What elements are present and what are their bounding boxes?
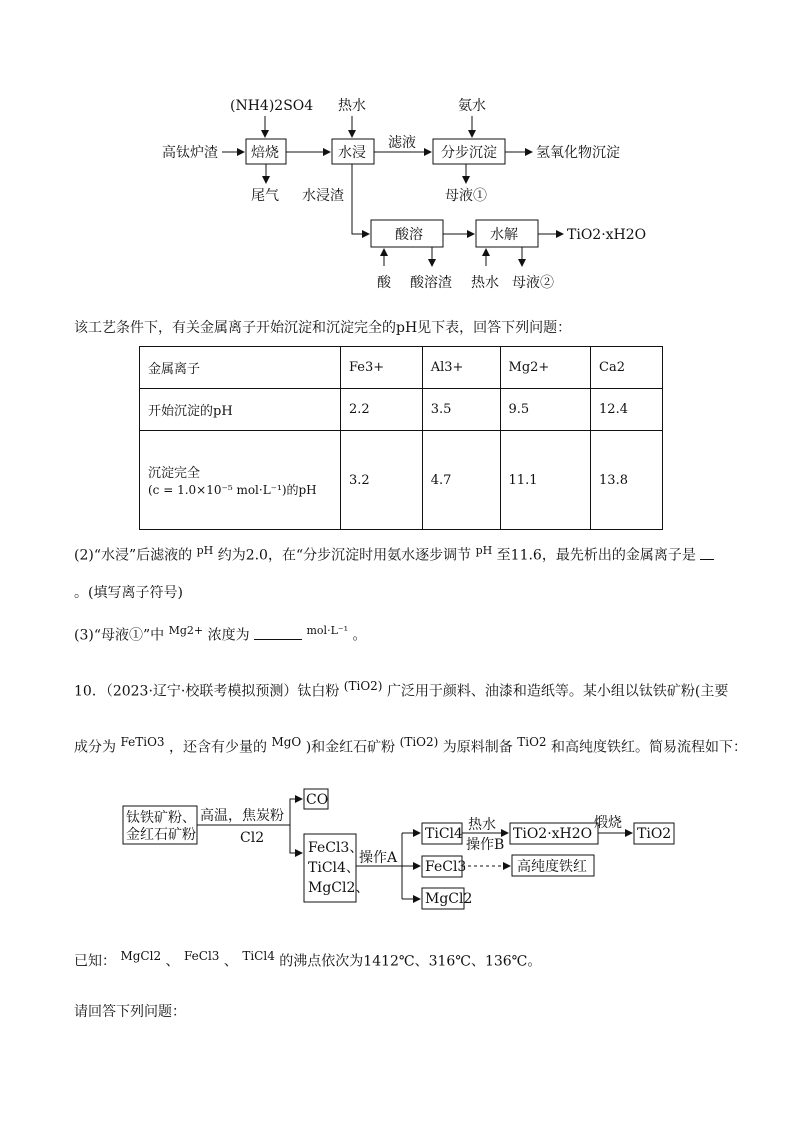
tail-gas: 尾气	[251, 188, 279, 204]
table-cell: 11.1	[500, 431, 591, 530]
table-header-cell: Fe3+	[341, 347, 423, 389]
question-10-line-1	[74, 676, 728, 702]
row2-label-line1: 沉淀完全	[148, 466, 201, 481]
q2-text-d: 。(填写离子符号)	[74, 585, 183, 601]
raw-material-2: 金红石矿粉	[126, 827, 196, 843]
box-leach-label: 水浸	[338, 145, 366, 161]
box-stepwise-label: 分步沉淀	[441, 145, 497, 161]
table-cell	[140, 431, 341, 530]
mix-fecl3: FeCl3、	[308, 840, 364, 856]
known-sep-2: 、	[223, 953, 238, 970]
known-ticl4: TiCl4	[242, 949, 275, 963]
q10-line1-b: 广泛用于颜料、油漆和造纸等。某小组以钛铁矿粉(主要	[386, 683, 729, 700]
q10-tio2: (TiO2)	[343, 679, 383, 693]
condition-top: 高温，焦炭粉	[200, 808, 284, 824]
fecl3-box: FeCl3	[425, 859, 467, 875]
box-roast-label: 焙烧	[251, 145, 279, 161]
q2-text-c: 至11.6，最先析出的金属离子是	[496, 547, 696, 564]
known-mgcl2: MgCl2	[120, 949, 162, 963]
acid-residue-label: 酸溶渣	[410, 275, 452, 291]
q2-text-b: 约为2.0，在“分步沉淀时用氨水逐步调节	[217, 547, 472, 564]
known-sep-1: 、	[165, 953, 180, 970]
question-3-line	[74, 621, 367, 646]
tio2-box: TiO2	[637, 826, 672, 842]
answer-prompt: 请回答下列问题：	[74, 1004, 186, 1020]
table-cell: 4.7	[422, 431, 500, 530]
mother-liquor-2: 母液②	[512, 275, 554, 291]
process-flowchart-1	[0, 0, 800, 300]
table-cell: 12.4	[591, 389, 663, 431]
table-cell: 3.2	[341, 431, 423, 530]
q3-unit: mol·L⁻¹	[306, 624, 349, 637]
label-filtrate: 滤液	[388, 135, 416, 151]
box-hydrolysis-label: 水解	[490, 227, 518, 243]
table-cell: 3.5	[422, 389, 500, 431]
q3-text-c: 。	[352, 627, 367, 644]
q10-line2-b: ，还含有少量的	[169, 739, 267, 756]
raw-material-1: 钛铁矿粉、	[126, 810, 196, 826]
table-cell: 13.8	[591, 431, 663, 530]
question-10-line-2	[74, 732, 747, 758]
q2-ph-1: pH	[196, 544, 214, 557]
input-high-ti-slag: 高钛炉渣	[162, 145, 218, 161]
q10-tio2-plain: TiO2	[517, 735, 547, 749]
known-prefix: 已知：	[74, 953, 116, 970]
q10-mgo: MgO	[271, 735, 302, 749]
q10-line2-c: )和金红石矿粉	[305, 739, 396, 756]
table-header-cell: 金属离子	[140, 347, 341, 389]
q2-answer-blank[interactable]	[700, 545, 714, 560]
mix-ticl4: TiCl4、	[308, 860, 360, 876]
q3-text-b: 浓度为	[207, 627, 250, 644]
table-header-cell: Ca2	[591, 347, 663, 389]
q2-text-a: (2)“水浸”后滤液的	[74, 547, 193, 564]
known-fecl3: FeCl3	[183, 949, 220, 963]
table-header-cell: Al3+	[422, 347, 500, 389]
table-header-row	[140, 347, 663, 389]
output-hydroxide: 氢氧化物沉淀	[536, 145, 620, 161]
mgcl2-box: MgCl2	[425, 891, 473, 907]
row2-label-line2: (c = 1.0×10⁻⁵ mol·L⁻¹)的pH	[148, 483, 317, 497]
ion-ph-table	[139, 346, 663, 530]
q10-line1-a: 10．（2023·辽宁·校联考模拟预测）钛白粉	[74, 683, 340, 700]
mix-mgcl2: MgCl2、	[308, 880, 370, 896]
q10-line2-d: 为原料制备	[442, 739, 513, 756]
mother-liquor-1: 母液①	[445, 188, 487, 204]
q10-line2-a: 成分为	[74, 739, 116, 756]
intro-line: 该工艺条件下，有关金属离子开始沉淀和沉淀完全的pH见下表，回答下列问题：	[74, 320, 572, 336]
operation-b: 操作B	[466, 837, 505, 853]
hot-water-label: 热水	[471, 275, 499, 291]
leach-residue: 水浸渣	[302, 188, 344, 204]
output-tio2-hydrate: TiO2·xH2O	[567, 227, 647, 243]
reagent-ammonia: 氨水	[458, 98, 486, 114]
calcine-label: 煅烧	[594, 815, 622, 831]
iron-red-box: 高纯度铁红	[517, 859, 587, 875]
q10-fetio3: FeTiO3	[120, 735, 165, 749]
tio2-xh2o-box: TiO2·xH2O	[513, 826, 593, 842]
box-acid-label: 酸溶	[395, 227, 423, 243]
table-cell: 2.2	[341, 389, 423, 431]
hot-water-2: 热水	[468, 817, 496, 833]
question-2-line	[74, 541, 714, 566]
known-line	[74, 946, 541, 972]
q10-tio2-2: (TiO2)	[399, 735, 439, 749]
co-box: CO	[306, 792, 329, 808]
table-row	[140, 389, 663, 431]
condition-chlorine: Cl2	[240, 830, 265, 846]
q3-answer-blank[interactable]	[254, 625, 302, 640]
table-row	[140, 431, 663, 530]
q10-line2-e: 和高纯度铁红。简易流程如下：	[551, 739, 748, 756]
reagent-hot-water: 热水	[338, 98, 366, 114]
known-suffix: 的沸点依次为1412℃、316℃、136℃。	[279, 953, 542, 970]
acid-label: 酸	[377, 275, 391, 291]
table-cell: 9.5	[500, 389, 591, 431]
table-header-cell: Mg2+	[500, 347, 591, 389]
table-cell: 开始沉淀的pH	[140, 389, 341, 431]
ticl4-box: TiCl4	[425, 826, 463, 842]
operation-a: 操作A	[359, 850, 398, 866]
q3-ion: Mg2+	[168, 624, 204, 637]
reagent-ammonium-sulfate: (NH4)2SO4	[230, 98, 314, 114]
q3-text-a: (3)“母液①”中	[74, 627, 165, 644]
q2-ph-2: pH	[475, 544, 493, 557]
